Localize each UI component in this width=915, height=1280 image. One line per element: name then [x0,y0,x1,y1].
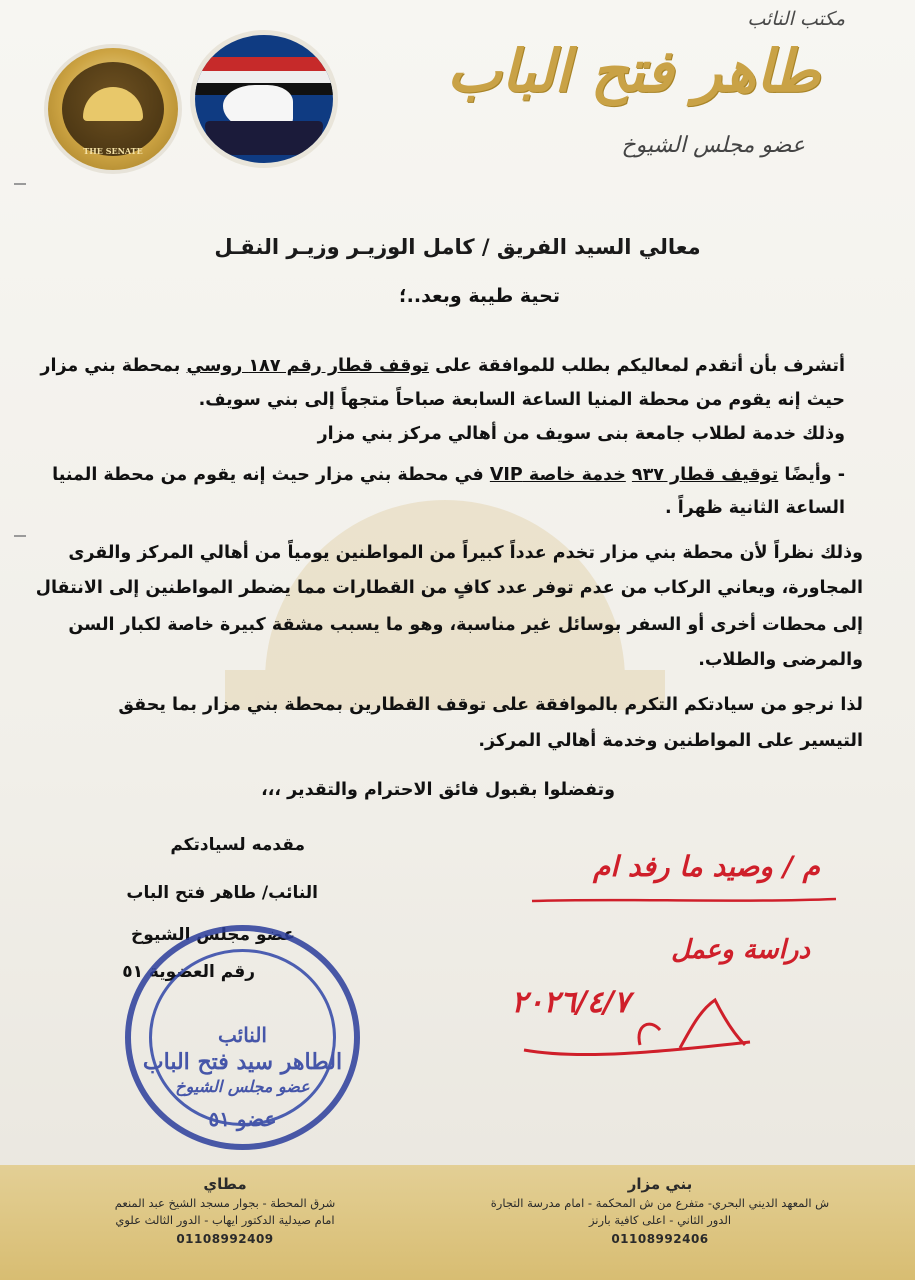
footer-left-address-1: شرق المحطة - بجوار مسجد الشيخ عبد المنعم [114,1196,336,1210]
text-run: - وأيضًا [778,465,845,485]
addressee-line: معالي السيد الفريق / كامل الوزيـر وزيـر النقـل [214,235,701,259]
handwritten-signature [520,990,760,1070]
handwritten-note-2: دراسة وعمل [671,935,810,965]
handwritten-note-1: م / وصيد ما رفد ام [593,850,820,883]
paragraph-1-line-2: حيث إنه يقوم من محطة المنيا الساعة السابعة صباحاً متجهاً إلى بني سويف. [198,390,845,410]
text-run: في محطة بني مزار حيث إنه يقوم من محطة المنيا [52,465,490,485]
signatory-name: النائب/ طاهر فتح الباب [126,883,318,903]
stamp-line-2: الطاهر سيد فتح الباب [142,1049,343,1075]
paragraph-2-line-1 [52,467,845,485]
greeting: تحية طيبة وبعد..؛ [399,285,560,307]
membership-number: رقم العضوية ٥١ [122,962,255,982]
footer-office-bani-mazar [430,1175,890,1246]
member-label: عضو مجلس الشيوخ [621,133,805,158]
handwritten-date: ٢٠٢٦/٤/٧ [511,985,630,1020]
footer-right-address-1: ش المعهد الديني البحري- متفرع من ش المحكمة - امام مدرسة التجارة [490,1196,830,1210]
paragraph-1-line-3: وذلك خدمة لطلاب جامعة بنى سويف من أهالي مركز بني مزار [317,424,845,444]
office-label: مكتب النائب [747,8,845,30]
text-run: بمحطة بني مزار [40,356,187,376]
signatory-title: عضو مجلس الشيوخ [131,925,295,945]
paragraph-4-line-1: لذا نرجو من سيادتكم التكرم بالموافقة على توقف القطارين بمحطة بني مزار بما يحقق [118,695,863,715]
footer-left-title: مطاي [203,1175,247,1193]
vip-service-text: خدمة خاصة VIP [489,465,626,485]
paragraph-3-line-4: والمرضى والطلاب. [698,650,863,670]
footer-right-phone: 01108992406 [611,1232,709,1246]
footer-left-phone: 01108992409 [176,1232,274,1246]
official-stamp [125,925,360,1150]
stamp-line-3: عضو مجلس الشيوخ [175,1077,310,1096]
stamp-line-4: عضو ٥١ [208,1107,277,1131]
name-logo: طاهر فتح الباب [446,37,820,105]
paragraph-3-line-2: المجاورة، ويعاني الركاب من عدم توفر عدد كافٍ من القطارات مما يضطر المواطنين إلى الانتقال [35,578,863,598]
presented-label: مقدمه لسيادتكم [170,835,305,855]
paragraph-2-line-2: الساعة الثانية ظهراً . [665,498,845,518]
paragraph-1-line-1 [40,358,845,376]
paragraph-4-line-2: التيسير على المواطنين وخدمة أهالي المركز. [478,731,863,751]
footer-office-matay [95,1175,355,1246]
stamp-line-1: النائب [218,1023,267,1047]
train-937-text: توقيف قطار ٩٣٧ [631,465,779,485]
senate-seal-text: THE SENATE [83,146,143,156]
senate-seal-logo [48,48,178,170]
fold-mark [14,183,26,185]
text-run: أتشرف بأن أتقدم لمعاليكم بطلب للموافقة على [429,356,845,376]
footer-right-title: بني مزار [627,1175,693,1193]
footer-left-address-2: امام صيدلية الدكتور ايهاب - الدور الثالث علوي [115,1213,335,1227]
paragraph-3-line-3: إلى محطات أخرى أو السفر بوسائل غير مناسبة، وهو ما يسبب مشقة كبيرة خاصة لكبار السن [68,615,863,635]
handwritten-underline [530,895,840,907]
closing-line: وتفضلوا بقبول فائق الاحترام والتقدير ،،، [261,780,615,800]
paragraph-3-line-1: وذلك نظراً لأن محطة بني مزار تخدم عدداً كبيراً من المواطنين يومياً من أهالي المركز والقرى [68,543,863,563]
eagle-emblem-logo [195,35,333,163]
train-187-text: توقف قطار رقم ١٨٧ روسي [186,356,430,376]
footer-right-address-2: الدور الثاني - اعلى كافية بارنز [588,1213,732,1227]
fold-mark [14,535,26,537]
